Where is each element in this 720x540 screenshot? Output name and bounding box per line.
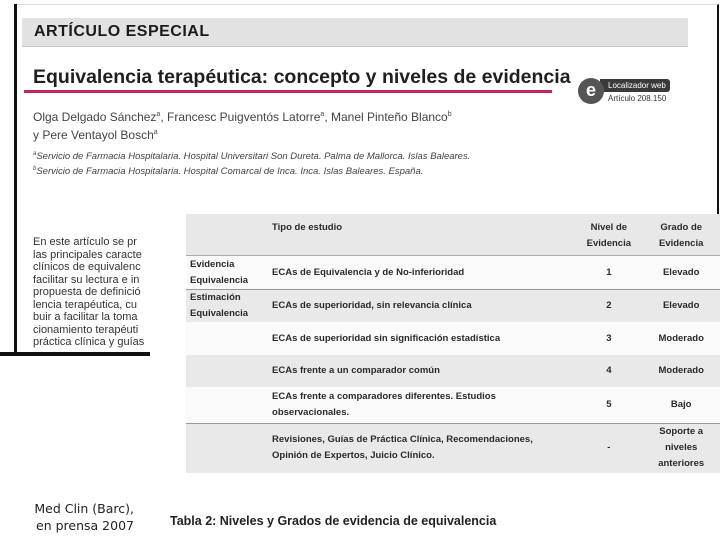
- abstract-line: facilitar su lectura e in: [33, 273, 140, 286]
- abstract-line: En este artículo se pr: [33, 236, 137, 248]
- cell-nivel: 5: [575, 387, 642, 423]
- abstract-line: clínicos de equivalenc: [33, 261, 141, 273]
- abstract-line: práctica clínica y guías: [33, 336, 145, 348]
- page-edge-bottom: [0, 352, 150, 356]
- web-locator-badge[interactable]: [578, 78, 670, 106]
- header-category: [186, 214, 268, 256]
- web-locator-id: Artículo 208.150: [608, 94, 667, 103]
- page-edge: [14, 4, 17, 356]
- table-row: [186, 256, 720, 290]
- author: Olga Delgado Sánchez: [33, 110, 157, 124]
- cell-study: ECAs de superioridad, sin relevancia clínica: [268, 290, 575, 323]
- cell-category: Estimación Equivalencia: [186, 290, 268, 323]
- table-row: [186, 387, 720, 423]
- cell-category: [186, 387, 268, 423]
- table-row: [186, 355, 720, 387]
- evidence-table-panel: [186, 214, 720, 470]
- cell-grado: Elevado: [642, 290, 720, 323]
- cell-study: ECAs de Equivalencia y de No-inferioridad: [268, 256, 575, 290]
- section-header-bar: [22, 18, 688, 47]
- cell-nivel: -: [575, 423, 642, 473]
- cell-grado: Soporte a niveles anteriores: [642, 423, 720, 473]
- affiliations: [33, 148, 553, 178]
- abstract-line: propuesta de definició: [33, 286, 141, 298]
- affiliation-sup: b: [33, 166, 37, 173]
- author: , Manel Pinteño Blanco: [324, 110, 448, 124]
- table-row: [186, 423, 720, 473]
- header-nivel: Nivel de Evidencia: [575, 214, 642, 256]
- abstract-text: [33, 236, 163, 349]
- author-sup: a: [153, 129, 158, 136]
- header-study: Tipo de estudio: [268, 214, 575, 256]
- section-label: ARTÍCULO ESPECIAL: [34, 23, 210, 40]
- cell-grado: Moderado: [642, 355, 720, 387]
- affiliation-sup: a: [33, 151, 37, 157]
- cell-study: ECAs frente a comparadores diferentes. Estudios observacionales.: [268, 387, 575, 423]
- table-row: [186, 290, 720, 323]
- abstract-line: las principales caracte: [33, 248, 142, 261]
- cell-nivel: 2: [575, 290, 642, 323]
- cell-study: ECAs frente a un comparador común: [268, 355, 575, 387]
- author-sup: a: [156, 111, 161, 118]
- table-row: [186, 322, 720, 355]
- citation: [0, 500, 136, 540]
- cell-nivel: 3: [575, 322, 642, 355]
- abstract-line: lencia terapéutica, cu: [33, 298, 137, 311]
- cell-category: [186, 423, 268, 473]
- cell-category: Evidencia Equivalencia: [186, 256, 268, 290]
- author: , Francesc Puigventós Latorre: [160, 110, 321, 124]
- cell-category: [186, 355, 268, 387]
- author-sup: a: [320, 111, 325, 118]
- article-title: Equivalencia terapéutica: concepto y niveles de evidencia: [33, 66, 571, 88]
- web-locator-label: Localizador web: [600, 79, 670, 92]
- cell-nivel: 4: [575, 355, 642, 387]
- abstract-line: cionamiento terapéuti: [33, 323, 139, 336]
- authors: [33, 107, 553, 143]
- cell-grado: Bajo: [642, 387, 720, 423]
- web-locator-icon: e: [578, 78, 604, 104]
- citation-line: en prensa 2007: [36, 518, 134, 533]
- title-underline: [24, 90, 552, 93]
- affiliation-a: Servicio de Farmacia Hospitalaria. Hospital Universitari Son Dureta. Palma de Mallorca. Islas Baleares.: [36, 151, 471, 163]
- cell-nivel: 1: [575, 256, 642, 290]
- author-sup: b: [447, 111, 452, 118]
- cell-grado: Moderado: [642, 322, 720, 355]
- cell-study: ECAs de superioridad sin significación estadística: [268, 322, 575, 355]
- evidence-table: [186, 214, 720, 473]
- table-caption: Tabla 2: Niveles y Grados de evidencia de equivalencia: [170, 514, 497, 528]
- author: y Pere Ventayol Bosch: [33, 128, 154, 142]
- abstract-line: buir a facilitar la toma: [33, 311, 138, 323]
- cell-grado: Elevado: [642, 256, 720, 290]
- citation-line: Med Clin (Barc),: [34, 501, 134, 516]
- cell-study: Revisiones, Guías de Práctica Clínica, Recomendaciones, Opinión de Expertos, Juicio Clínico.: [268, 423, 575, 473]
- affiliation-b: Servicio de Farmacia Hospitalaria. Hospital Comarcal de Inca. Inca. Islas Baleares. España.: [36, 166, 424, 178]
- header-grado: Grado de Evidencia: [642, 214, 720, 256]
- cell-category: [186, 322, 268, 355]
